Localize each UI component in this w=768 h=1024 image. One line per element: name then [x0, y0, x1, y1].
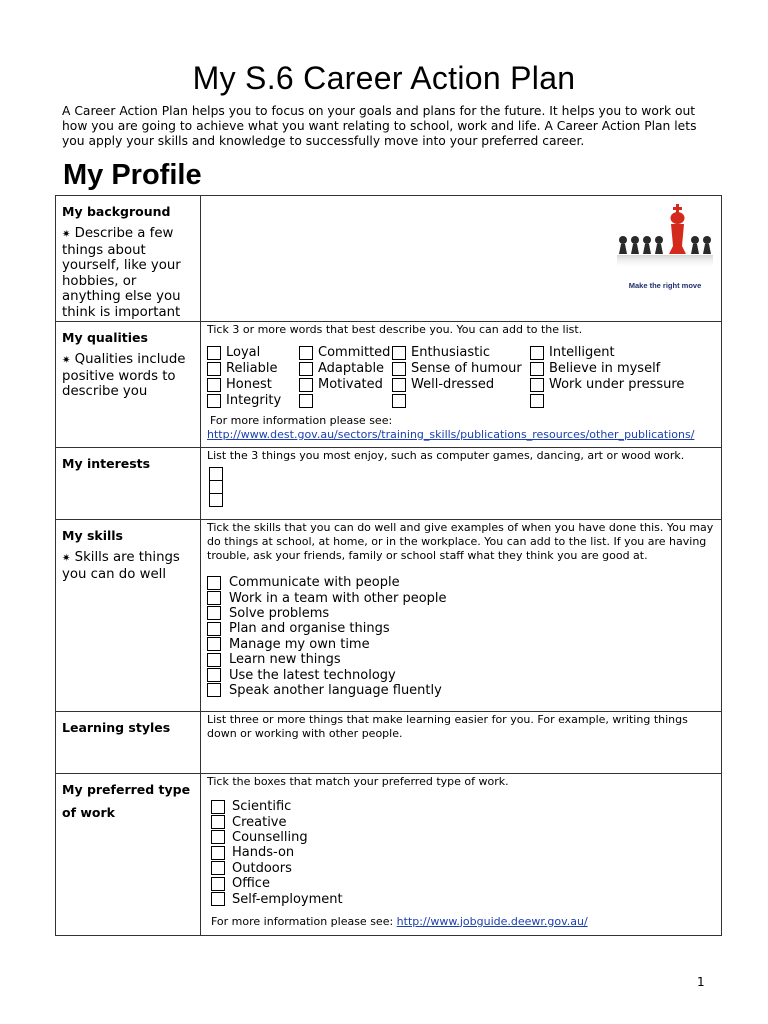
skills-hint-text: Skills are things you can do well	[62, 550, 180, 582]
background-entry-cell[interactable]	[201, 196, 722, 322]
skills-label-cell	[56, 520, 201, 712]
work-type-entry-cell	[201, 774, 722, 936]
chess-pieces-image	[615, 202, 715, 294]
background-label-cell	[56, 196, 201, 322]
interests-checkboxes	[201, 463, 721, 507]
quality-option[interactable]: Sense of humour	[392, 361, 530, 376]
work-type-option[interactable]: Outdoors	[211, 861, 721, 876]
work-type-instruction: Tick the boxes that match your preferred type of work.	[207, 775, 509, 788]
quality-option-blank[interactable]	[530, 393, 700, 408]
qualities-grid	[207, 345, 721, 408]
checkbox-icon[interactable]	[299, 394, 313, 408]
interests-instruction: List the 3 things you most enjoy, such as computer games, dancing, art or wood work.	[207, 449, 685, 462]
qualities-instruction: Tick 3 or more words that best describe you. You can add to the list.	[207, 323, 583, 336]
work-type-list	[201, 789, 721, 907]
quality-option[interactable]: Believe in myself	[530, 361, 700, 376]
quality-option-blank[interactable]	[392, 393, 530, 408]
work-type-label-cell	[56, 774, 201, 936]
checkbox-icon[interactable]	[211, 846, 225, 860]
checkbox-icon[interactable]	[530, 378, 544, 392]
skills-list	[201, 563, 721, 698]
checkbox-icon[interactable]	[207, 637, 221, 651]
qualities-label-cell	[56, 322, 201, 448]
checkbox-icon[interactable]	[299, 362, 313, 376]
work-type-option[interactable]: Scientific	[211, 799, 721, 814]
more-info-text: For more information please see:	[211, 914, 394, 928]
work-type-option[interactable]: Hands-on	[211, 845, 721, 860]
checkbox-icon[interactable]	[207, 653, 221, 667]
skill-option[interactable]: Manage my own time	[207, 637, 721, 652]
checkbox-icon[interactable]	[207, 606, 221, 620]
background-hint-text: Describe a few things about yourself, like your hobbies, or anything else you think is important	[62, 226, 181, 320]
dest-gov-link[interactable]: http://www.dest.gov.au/sectors/training_skills/publications_resources/other_publications/	[207, 428, 695, 441]
checkbox-icon[interactable]	[299, 378, 313, 392]
checkbox-icon[interactable]	[207, 362, 221, 376]
checkbox-icon[interactable]	[530, 346, 544, 360]
qualities-entry-cell	[201, 322, 722, 448]
skill-option[interactable]: Work in a team with other people	[207, 590, 721, 605]
quality-option[interactable]: Honest	[207, 377, 299, 392]
checkbox-icon[interactable]	[530, 394, 544, 408]
qualities-hint	[56, 345, 200, 400]
quality-option[interactable]: Work under pressure	[530, 377, 700, 392]
image-caption: Make the right move	[628, 281, 702, 290]
learning-label-cell	[56, 712, 201, 774]
qualities-label: My qualities	[62, 330, 148, 345]
work-type-more-info	[201, 907, 721, 928]
page-number: 1	[697, 975, 705, 989]
checkbox-icon[interactable]	[209, 480, 223, 494]
more-info-text: For more information please see:	[210, 414, 393, 427]
skill-option[interactable]: Speak another language fluently	[207, 683, 721, 698]
quality-option[interactable]: Intelligent	[530, 345, 700, 360]
work-type-label: My preferred type of work	[62, 782, 191, 820]
work-type-option[interactable]: Self-employment	[211, 891, 721, 906]
interests-label-cell	[56, 448, 201, 520]
skill-option[interactable]: Communicate with people	[207, 575, 721, 590]
checkbox-icon[interactable]	[207, 394, 221, 408]
quality-option[interactable]: Motivated	[299, 377, 392, 392]
row-learning-styles	[56, 712, 722, 774]
row-qualities	[56, 322, 722, 448]
skill-option[interactable]: Plan and organise things	[207, 621, 721, 636]
skills-entry-cell	[201, 520, 722, 712]
interests-label: My interests	[62, 456, 151, 471]
row-skills	[56, 520, 722, 712]
qualities-more-info	[201, 408, 721, 442]
checkbox-icon[interactable]	[207, 378, 221, 392]
checkbox-icon[interactable]	[392, 362, 406, 376]
intro-paragraph: A Career Action Plan helps you to focus on your goals and plans for the future. It helps you to work out how you are going to achieve what you want relating to school, work and life. A Career Action Plan lets you apply your skills and knowledge to successfully move into your preferred career.	[62, 104, 697, 148]
quality-option[interactable]: Integrity	[207, 393, 299, 408]
quality-option[interactable]: Loyal	[207, 345, 299, 360]
checkbox-icon[interactable]	[211, 877, 225, 891]
checkbox-icon[interactable]	[207, 683, 221, 697]
quality-option[interactable]: Committed	[299, 345, 392, 360]
skill-option[interactable]: Learn new things	[207, 652, 721, 667]
skill-option[interactable]: Use the latest technology	[207, 667, 721, 682]
work-type-option[interactable]: Counselling	[211, 830, 721, 845]
checkbox-icon[interactable]	[530, 362, 544, 376]
checkbox-icon[interactable]	[207, 668, 221, 682]
qualities-hint-text: Qualities include positive words to describe you	[62, 352, 186, 399]
checkbox-icon[interactable]	[207, 591, 221, 605]
section-heading: My Profile	[63, 159, 202, 191]
background-label: My background	[62, 204, 171, 219]
learning-instruction: List three or more things that make learning easier for you. For example, writing things down or working with other people.	[207, 713, 688, 740]
checkbox-icon[interactable]	[392, 378, 406, 392]
checkbox-icon[interactable]	[392, 394, 406, 408]
star-bullet-icon: ✷	[62, 355, 71, 366]
work-type-option[interactable]: Office	[211, 876, 721, 891]
skills-instruction: Tick the skills that you can do well and give examples of when you have done this. You may do things at school, at home, or in the workplace. You can add to the list. If you are having trouble, ask your friends, family or school staff what they think you are good at.	[207, 521, 714, 562]
skill-option[interactable]: Solve problems	[207, 606, 721, 621]
learning-entry-cell[interactable]	[201, 712, 722, 774]
checkbox-icon[interactable]	[211, 800, 225, 814]
learning-label: Learning styles	[62, 720, 171, 735]
checkbox-icon[interactable]	[392, 346, 406, 360]
quality-option[interactable]: Adaptable	[299, 361, 392, 376]
star-bullet-icon: ✷	[62, 229, 71, 240]
checkbox-icon[interactable]	[209, 493, 223, 507]
profile-table	[55, 195, 722, 936]
checkbox-icon[interactable]	[209, 467, 223, 481]
checkbox-icon[interactable]	[211, 892, 225, 906]
checkbox-icon[interactable]	[211, 815, 225, 829]
quality-option[interactable]: Well-dressed	[392, 377, 530, 392]
checkbox-icon[interactable]	[211, 830, 225, 844]
skills-hint	[56, 543, 200, 582]
checkbox-icon[interactable]	[207, 622, 221, 636]
quality-option[interactable]: Reliable	[207, 361, 299, 376]
star-bullet-icon: ✷	[62, 553, 71, 564]
jobguide-link[interactable]: http://www.jobguide.deewr.gov.au/	[396, 914, 588, 928]
row-interests	[56, 448, 722, 520]
checkbox-icon[interactable]	[207, 346, 221, 360]
checkbox-icon[interactable]	[207, 576, 221, 590]
quality-option-blank[interactable]	[299, 393, 392, 408]
skills-label: My skills	[62, 528, 123, 543]
row-work-type	[56, 774, 722, 936]
work-type-option[interactable]: Creative	[211, 814, 721, 829]
interests-entry-cell	[201, 448, 722, 520]
page-title: My S.6 Career Action Plan	[192, 60, 576, 96]
background-hint	[56, 219, 200, 320]
quality-option[interactable]: Enthusiastic	[392, 345, 530, 360]
checkbox-icon[interactable]	[299, 346, 313, 360]
checkbox-icon[interactable]	[211, 861, 225, 875]
row-background	[56, 196, 722, 322]
